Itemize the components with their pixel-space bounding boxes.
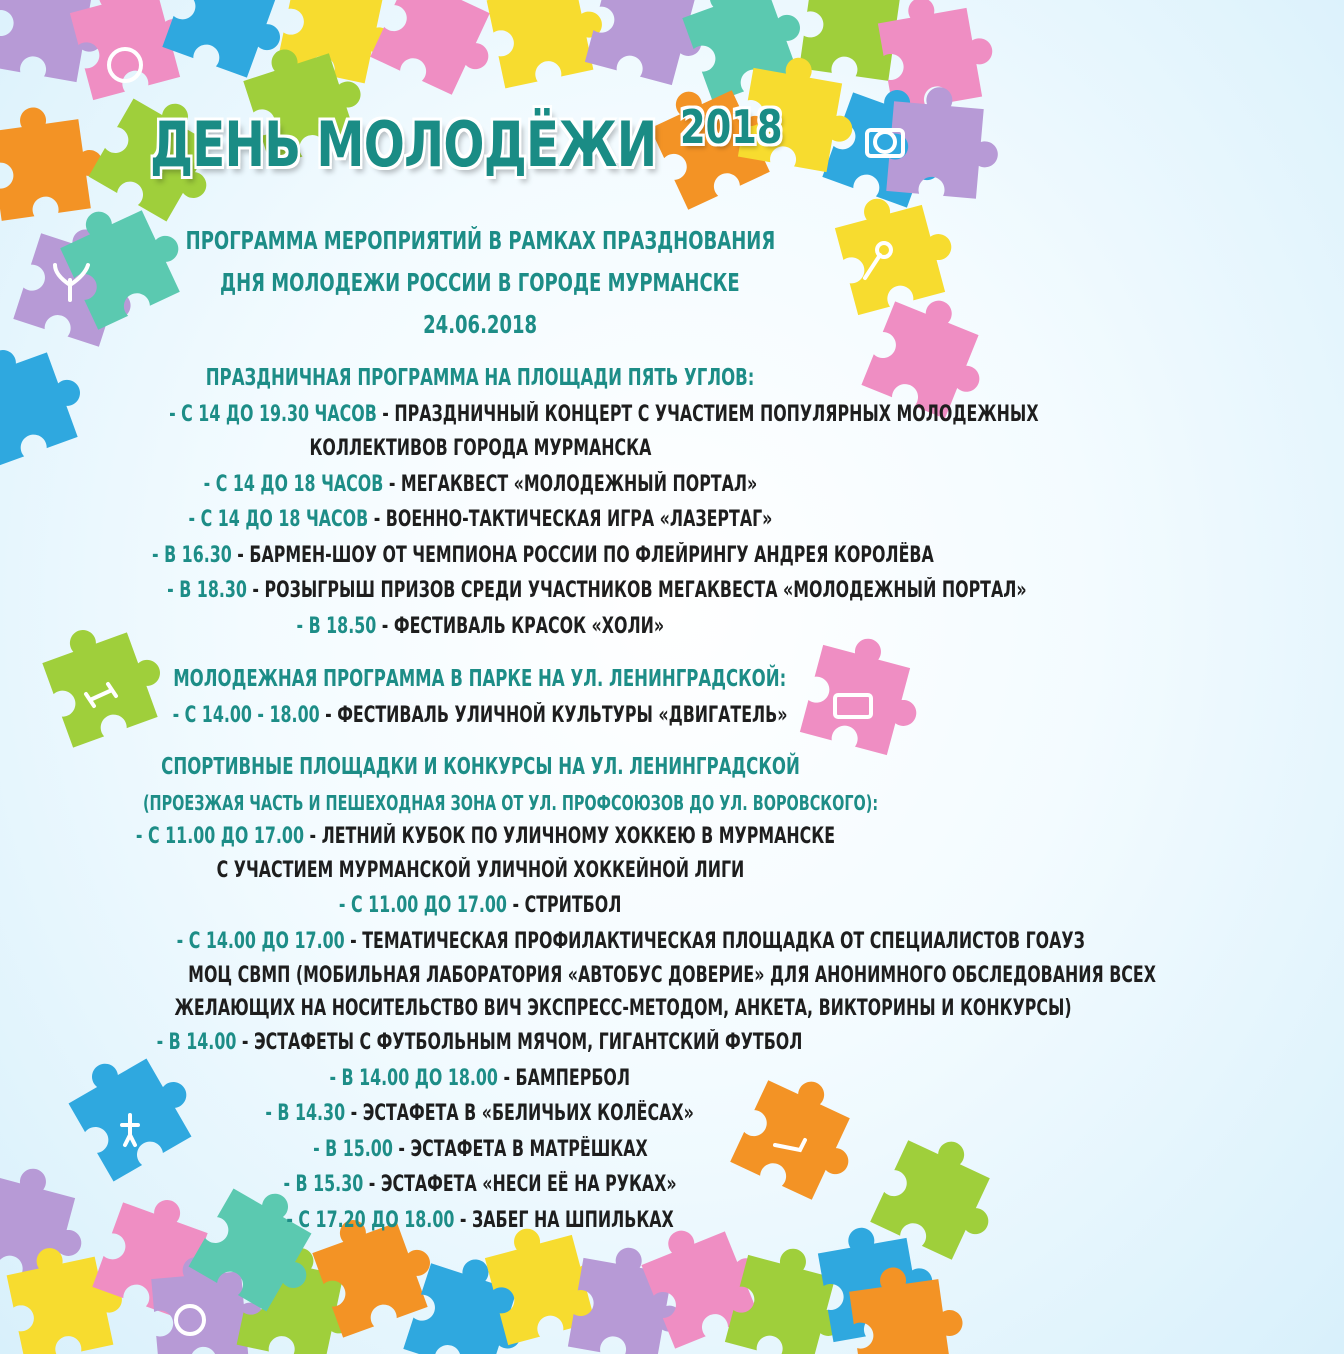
section-title-3: СПОРТИВНЫЕ ПЛОЩАДКИ И КОНКУРСЫ НА УЛ. ЛЕНИНГРАДСКОЙ <box>160 754 800 780</box>
schedule-item: КОЛЛЕКТИВОВ ГОРОДА МУРМАНСКА <box>309 436 651 461</box>
schedule-item: МОЦ СВМП (МОБИЛЬНАЯ ЛАБОРАТОРИЯ «АВТОБУС ДОВЕРИЕ» ДЛЯ АНОНИМНОГО ОБСЛЕДОВАНИЯ ВСЕХ <box>188 963 1156 988</box>
section-title-1: ПРАЗДНИЧНАЯ ПРОГРАММА НА ПЛОЩАДИ ПЯТЬ УГЛОВ: <box>205 365 755 391</box>
schedule-item: - С 11.00 ДО 17.00 - СТРИТБОЛ <box>338 893 622 918</box>
schedule-item: - В 18.50 - ФЕСТИВАЛЬ КРАСОК «ХОЛИ» <box>296 614 664 639</box>
year-badge: 2018 <box>680 100 783 154</box>
schedule-item: - В 15.00 - ЭСТАФЕТА В МАТРЁШКАХ <box>312 1137 648 1162</box>
schedule-item: - С 14 ДО 19.30 ЧАСОВ - ПРАЗДНИЧНЫЙ КОНЦЕРТ С УЧАСТИЕМ ПОПУЛЯРНЫХ МОЛОДЕЖНЫХ <box>169 402 1039 427</box>
schedule-item: - В 14.30 - ЭСТАФЕТА В «БЕЛИЧЬИХ КОЛЁСАХ» <box>265 1101 695 1126</box>
schedule-item: С УЧАСТИЕМ МУРМАНСКОЙ УЛИЧНОЙ ХОККЕЙНОЙ ЛИГИ <box>216 858 744 883</box>
header-line: ПРОГРАММА МЕРОПРИЯТИЙ В РАМКАХ ПРАЗДНОВАНИЯ <box>185 226 775 255</box>
schedule-item: - В 18.30 - РОЗЫГРЫШ ПРИЗОВ СРЕДИ УЧАСТНИКОВ МЕГАКВЕСТА «МОЛОДЕЖНЫЙ ПОРТАЛ» <box>167 578 1027 603</box>
schedule-item: - В 14.00 ДО 18.00 - БАМПЕРБОЛ <box>329 1066 631 1091</box>
schedule-item: - В 14.00 - ЭСТАФЕТЫ С ФУТБОЛЬНЫМ МЯЧОМ, ГИГАНТСКИЙ ФУТБОЛ <box>157 1030 803 1055</box>
schedule-item: - В 16.30 - БАРМЕН-ШОУ ОТ ЧЕМПИОНА РОССИИ ПО ФЛЕЙРИНГУ АНДРЕЯ КОРОЛЁВА <box>152 543 934 568</box>
header-date: 24.06.2018 <box>423 310 537 339</box>
schedule-item: - С 11.00 ДО 17.00 - ЛЕТНИЙ КУБОК ПО УЛИЧНОМУ ХОККЕЮ В МУРМАНСКЕ <box>135 824 836 849</box>
schedule-item: - С 14 ДО 18 ЧАСОВ - МЕГАКВЕСТ «МОЛОДЕЖНЫЙ ПОРТАЛ» <box>203 472 757 497</box>
schedule-item: - С 14 ДО 18 ЧАСОВ - ВОЕННО-ТАКТИЧЕСКАЯ ИГРА «ЛАЗЕРТАГ» <box>188 507 772 532</box>
schedule-item: - С 17.20 ДО 18.00 - ЗАБЕГ НА ШПИЛЬКАХ <box>286 1208 674 1233</box>
schedule-item: - С 14.00 ДО 17.00 - ТЕМАТИЧЕСКАЯ ПРОФИЛАКТИЧЕСКАЯ ПЛОЩАДКА ОТ СПЕЦИАЛИСТОВ ГОАУЗ <box>176 929 1085 954</box>
section-title-2: МОЛОДЕЖНАЯ ПРОГРАММА В ПАРКЕ НА УЛ. ЛЕНИНГРАДСКОЙ: <box>173 666 787 692</box>
header-line: ДНЯ МОЛОДЕЖИ РОССИИ В ГОРОДЕ МУРМАНСКЕ <box>220 268 740 297</box>
schedule-item: - С 14.00 - 18.00 - ФЕСТИВАЛЬ УЛИЧНОЙ КУЛЬТУРЫ «ДВИГАТЕЛЬ» <box>172 703 788 728</box>
page-title: ДЕНЬ МОЛОДЁЖИ <box>150 108 657 181</box>
schedule-item: - В 15.30 - ЭСТАФЕТА «НЕСИ ЕЁ НА РУКАХ» <box>283 1172 677 1197</box>
schedule-item: ЖЕЛАЮЩИХ НА НОСИТЕЛЬСТВО ВИЧ ЭКСПРЕСС-МЕТОДОМ, АНКЕТА, ВИКТОРИНЫ И КОНКУРСЫ) <box>174 996 1072 1021</box>
section-subtitle-3: (ПРОЕЗЖАЯ ЧАСТЬ И ПЕШЕХОДНАЯ ЗОНА ОТ УЛ. ПРОФСОЮЗОВ ДО УЛ. ВОРОВСКОГО): <box>142 791 879 815</box>
